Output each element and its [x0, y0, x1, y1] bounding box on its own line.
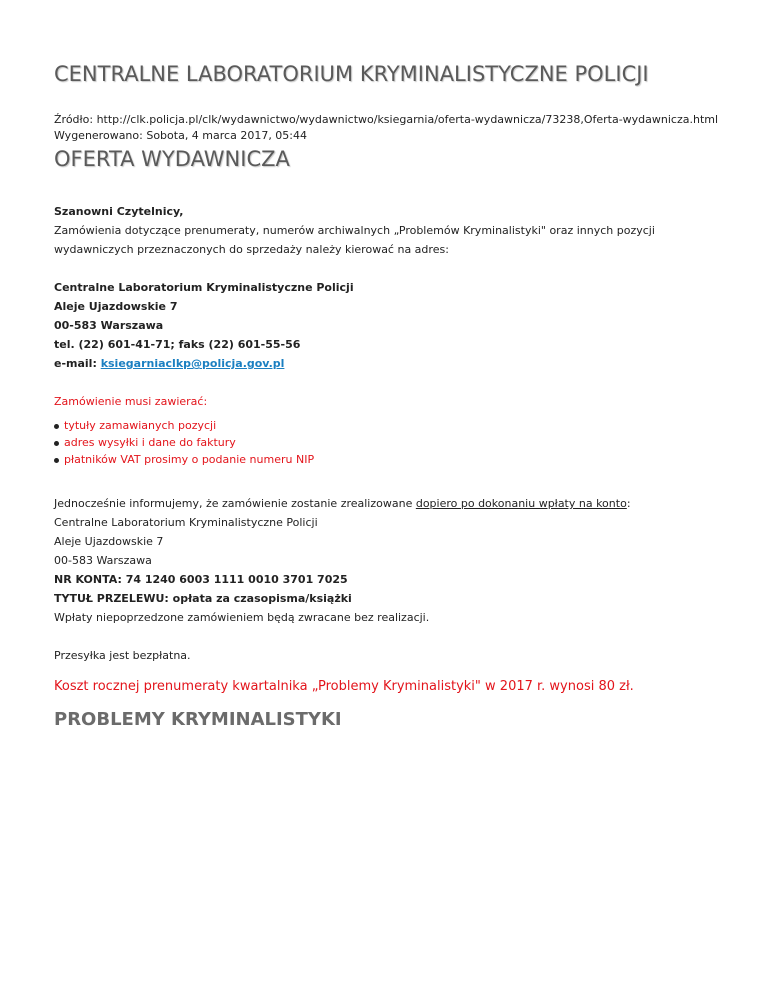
article-body — [54, 202, 734, 696]
payment-condition: dopiero po dokonaniu wpłaty na konto — [415, 497, 627, 510]
source-line: Źródło: http://clk.policja.pl/clk/wydawnictwo/wydawnictwo/ksiegarnia/oferta-wydawnicza/73238,Oferta-wydawnicza.html — [54, 113, 719, 126]
shipping-note: Przesyłka jest bezpłatna. — [54, 649, 191, 662]
email-link[interactable]: ksiegarniaclkp@policja.gov.pl — [100, 357, 285, 370]
section-title-problemy: PROBLEMY KRYMINALISTYKI — [54, 709, 342, 730]
payment-street: Aleje Ujazdowskie 7 — [54, 535, 164, 548]
list-item: płatników VAT prosimy o podanie numeru NIP — [54, 451, 734, 468]
order-address — [54, 278, 734, 373]
bullet-icon — [54, 424, 59, 429]
address-street: Aleje Ujazdowskie 7 — [54, 300, 178, 313]
bullet-icon — [54, 458, 59, 463]
returns-note: Wpłaty niepoprzedzone zamówieniem będą zwracane bez realizacji. — [54, 611, 430, 624]
email-label: e-mail: — [54, 357, 101, 370]
article-title: OFERTA WYDAWNICZA — [54, 147, 290, 171]
site-title: CENTRALNE LABORATORIUM KRYMINALISTYCZNE POLICJI — [54, 62, 649, 86]
page-meta — [54, 112, 718, 144]
transfer-title: TYTUŁ PRZELEWU: opłata za czasopisma/książki — [54, 592, 352, 605]
address-city: 00-583 Warszawa — [54, 319, 164, 332]
account-number: NR KONTA: 74 1240 6003 1111 0010 3701 7025 — [54, 573, 348, 586]
intro-paragraph: Zamówienia dotyczące prenumeraty, numerów archiwalnych „Problemów Kryminalistyki" oraz innych pozycji wydawniczych przeznaczonych do sprzedaży należy kierować na adres: — [54, 224, 655, 256]
order-requirements-list — [54, 417, 734, 468]
list-item: adres wysyłki i dane do faktury — [54, 434, 734, 451]
address-email-line — [54, 354, 734, 373]
list-item: tytuły zamawianych pozycji — [54, 417, 734, 434]
payment-notice: Jednocześnie informujemy, że zamówienie zostanie zrealizowane dopiero po dokonaniu wpłaty na konto: — [54, 497, 631, 510]
subscription-cost: Koszt rocznej prenumeraty kwartalnika „Problemy Kryminalistyki" w 2017 r. wynosi 80 zł. — [54, 679, 634, 694]
address-name: Centralne Laboratorium Kryminalistyczne Policji — [54, 281, 354, 294]
payment-name: Centralne Laboratorium Kryminalistyczne Policji — [54, 516, 318, 529]
greeting: Szanowni Czytelnicy, — [54, 205, 184, 218]
bullet-icon — [54, 441, 59, 446]
payment-info — [54, 494, 734, 627]
address-phone: tel. (22) 601-41-71; faks (22) 601-55-56 — [54, 338, 301, 351]
payment-city: 00-583 Warszawa — [54, 554, 152, 567]
generated-line: Wygenerowano: Sobota, 4 marca 2017, 05:44 — [54, 129, 308, 142]
order-requirements-heading: Zamówienie musi zawierać: — [54, 395, 208, 408]
